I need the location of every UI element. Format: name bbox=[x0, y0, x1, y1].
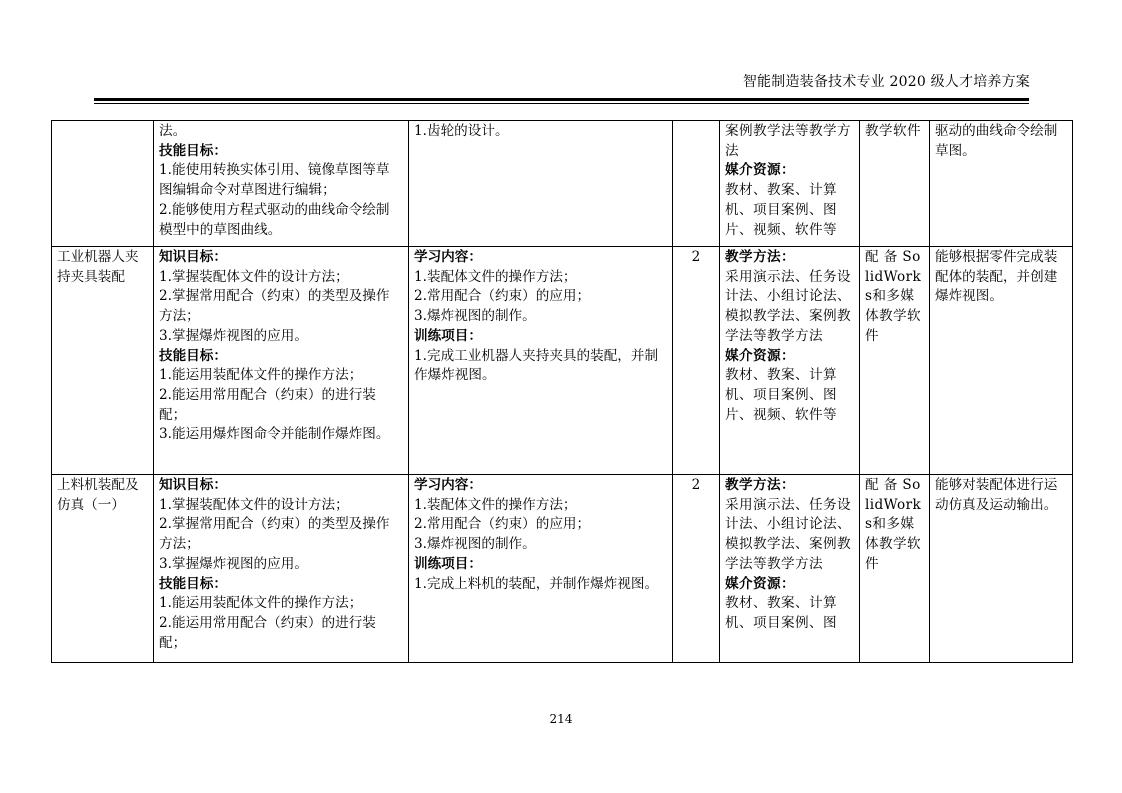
goals-line: 法。 bbox=[159, 123, 187, 139]
content-line: 2.常用配合（约束）的应用； bbox=[414, 288, 591, 305]
method-cell bbox=[720, 475, 860, 663]
method-line: 案例教学法等教学方法 bbox=[725, 123, 851, 159]
hours-cell bbox=[673, 121, 720, 247]
content-heading: 学习内容： bbox=[414, 477, 482, 493]
content-line: 1.装配体文件的操作方法； bbox=[414, 268, 577, 285]
content-line: 3.爆炸视图的制作。 bbox=[414, 308, 536, 325]
content-heading: 训练项目： bbox=[414, 327, 482, 344]
goals-line: 2.能够使用方程式驱动的曲线命令绘制模型中的草图曲线。 bbox=[159, 201, 390, 238]
method-cell bbox=[720, 247, 860, 475]
hours-cell: 2 bbox=[673, 475, 720, 663]
method-line: 教材、教案、计算机、项目案例、图片、视频、软件等 bbox=[725, 367, 837, 423]
equipment-cell: 配 备 SolidWorks和多媒体教学软件 bbox=[860, 475, 930, 663]
header-rule-thick bbox=[94, 98, 1029, 101]
method-heading: 媒介资源： bbox=[725, 575, 795, 592]
goals-cell bbox=[154, 247, 409, 475]
goals-line: 1.能运用装配体文件的操作方法； bbox=[159, 595, 363, 612]
goals-heading: 技能目标： bbox=[159, 142, 227, 159]
table-row bbox=[52, 247, 1073, 475]
goals-cell bbox=[154, 475, 409, 663]
assessment-cell: 能够对装配体进行运动仿真及运动输出。 bbox=[930, 475, 1073, 663]
content-heading: 学习内容： bbox=[414, 249, 482, 265]
table-row bbox=[52, 475, 1073, 663]
method-heading: 教学方法： bbox=[725, 249, 795, 265]
goals-line: 1.能运用装配体文件的操作方法； bbox=[159, 367, 363, 384]
equipment-cell: 配 备 SolidWorks和多媒体教学软件 bbox=[860, 247, 930, 475]
content-line: 3.爆炸视图的制作。 bbox=[414, 536, 536, 553]
goals-line: 2.掌握常用配合（约束）的类型及操作方法； bbox=[159, 288, 390, 325]
content-cell bbox=[409, 475, 673, 663]
assessment-cell: 能够根据零件完成装配体的装配，并创建爆炸视图。 bbox=[930, 247, 1073, 475]
goals-line: 2.能运用常用配合（约束）的进行装配； bbox=[159, 386, 376, 423]
equipment-cell: 教学软件 bbox=[860, 121, 930, 247]
table-row bbox=[52, 121, 1073, 247]
assessment-cell: 驱动的曲线命令绘制草图。 bbox=[930, 121, 1073, 247]
goals-line: 1.掌握装配体文件的设计方法； bbox=[159, 496, 349, 513]
content-heading: 训练项目： bbox=[414, 555, 482, 572]
content-line: 1.完成工业机器人夹持夹具的装配，并制作爆炸视图。 bbox=[414, 347, 659, 384]
module-name-cell bbox=[52, 121, 154, 247]
method-cell bbox=[720, 121, 860, 247]
method-line: 采用演示法、任务设计法、小组讨论法、模拟教学法、案例教学法等教学方法 bbox=[725, 268, 851, 344]
content-cell bbox=[409, 121, 673, 247]
goals-heading: 技能目标： bbox=[159, 347, 227, 364]
goals-heading: 技能目标： bbox=[159, 575, 227, 592]
goals-cell bbox=[154, 121, 409, 247]
content-line: 1.装配体文件的操作方法； bbox=[414, 496, 577, 513]
content-line: 1.完成上料机的装配，并制作爆炸视图。 bbox=[414, 575, 659, 592]
method-heading: 教学方法： bbox=[725, 477, 795, 493]
goals-line: 2.能运用常用配合（约束）的进行装配； bbox=[159, 614, 376, 651]
goals-line: 2.掌握常用配合（约束）的类型及操作方法； bbox=[159, 516, 390, 553]
module-name-cell: 工业机器人夹持夹具装配 bbox=[52, 247, 154, 475]
hours-cell: 2 bbox=[673, 247, 720, 475]
goals-heading: 知识目标： bbox=[159, 249, 227, 265]
method-heading: 媒介资源： bbox=[725, 162, 795, 179]
document-header-title: 智能制造装备技术专业 2020 级人才培养方案 bbox=[742, 74, 1030, 90]
method-heading: 媒介资源： bbox=[725, 347, 795, 364]
goals-line: 1.掌握装配体文件的设计方法； bbox=[159, 268, 349, 285]
page-number: 214 bbox=[549, 712, 573, 726]
goals-heading: 知识目标： bbox=[159, 477, 227, 493]
goals-line: 3.掌握爆炸视图的应用。 bbox=[159, 555, 308, 572]
module-name-cell: 上料机装配及仿真（一） bbox=[52, 475, 154, 663]
content-line: 1.齿轮的设计。 bbox=[414, 123, 509, 139]
goals-line: 3.掌握爆炸视图的应用。 bbox=[159, 327, 308, 344]
method-line: 教材、教案、计算机、项目案例、图片、视频、软件等 bbox=[725, 182, 837, 238]
content-cell bbox=[409, 247, 673, 475]
header-rule-thin bbox=[94, 103, 1029, 104]
goals-line: 3.能运用爆炸图命令并能制作爆炸图。 bbox=[159, 426, 390, 443]
method-line: 教材、教案、计算机、项目案例、图 bbox=[725, 595, 837, 631]
content-line: 2.常用配合（约束）的应用； bbox=[414, 516, 591, 533]
course-plan-table bbox=[51, 120, 1073, 663]
goals-line: 1.能使用转换实体引用、镜像草图等草图编辑命令对草图进行编辑； bbox=[159, 162, 390, 199]
method-line: 采用演示法、任务设计法、小组讨论法、模拟教学法、案例教学法等教学方法 bbox=[725, 496, 851, 572]
